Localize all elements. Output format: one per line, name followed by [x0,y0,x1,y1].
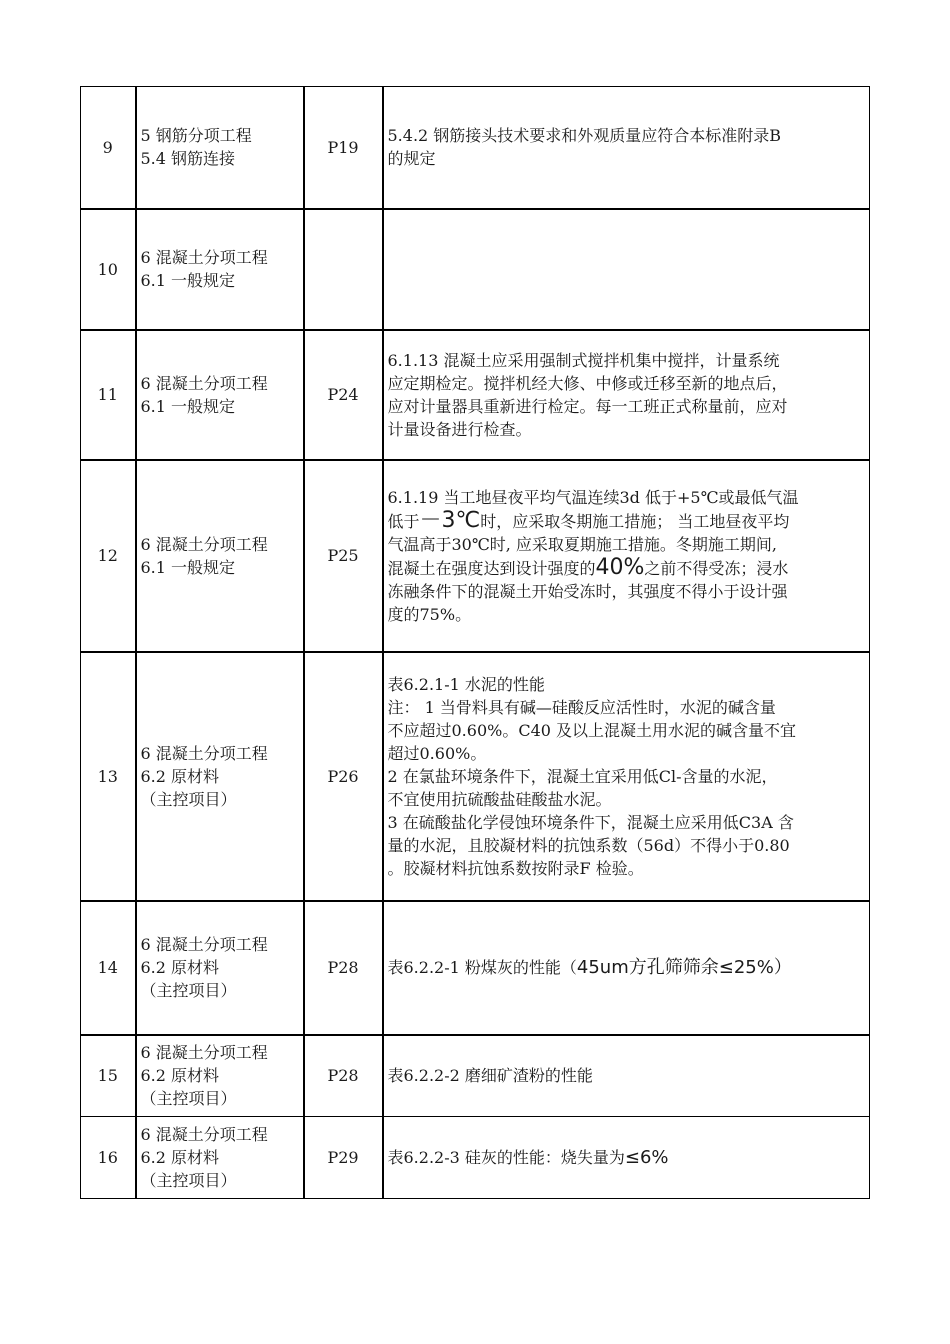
requirement-line: 度的75%。 [387,604,472,624]
section-cell [136,460,304,652]
section-line: （主控项目） [140,1171,237,1190]
requirement-cell [383,901,870,1035]
requirement-line: 计量设备进行检查。 [387,419,532,439]
section-line: 6 混凝土分项工程 [140,1043,268,1063]
requirement-line [388,956,866,979]
section-line: 5.4 钢筋连接 [140,149,236,169]
requirement-cell [383,652,870,901]
requirement-cell [383,209,870,330]
requirement-line: 表6.2.1-1 水泥的性能 [387,674,545,694]
requirement-fragment: 表6.2.2-3 硅灰的性能：烧失量为 [387,1148,625,1167]
requirement-line: 注： 1 当骨料具有碱—硅酸反应活性时，水泥的碱含量 [387,697,776,717]
section-line: 5 钢筋分项工程 [140,126,252,146]
requirement-fragment: 之前不得受冻；浸水 [644,558,789,578]
table-row [81,1035,870,1117]
section-line: 6.1 一般规定 [140,396,236,416]
requirement-fragment: 表6.2.2-1 粉煤灰的性能（ [387,958,577,977]
requirement-fragment: 混凝土在强度达到设计强度的 [387,558,596,578]
requirement-line: 超过0.60%。 [387,743,487,763]
spec-table [80,86,870,1199]
row-number: 9 [81,87,136,209]
requirement-line: 。胶凝材料抗蚀系数按附录F 检验。 [387,858,644,878]
section-line: （主控项目） [140,789,237,809]
requirement-line: 不应超过0.60%。C40 及以上混凝土用水泥的碱含量不宜 [387,720,797,740]
section-line: 6 混凝土分项工程 [140,1125,268,1144]
section-cell [136,87,304,209]
section-line: （主控项目） [140,981,237,1000]
section-cell [136,209,304,330]
section-line: 6 混凝土分项工程 [140,248,268,267]
page-ref [304,209,383,330]
table-row [81,460,870,652]
requirement-fragment: 时，应采取冬期施工措施； 当工地昼夜平均 [480,511,790,531]
section-line: 6 混凝土分项工程 [140,935,268,954]
requirement-line [388,556,866,580]
requirement-line: 冻融条件下的混凝土开始受冻时，其强度不得小于设计强 [387,581,788,601]
section-line: （主控项目） [140,1089,237,1109]
section-line: 6.2 原材料 [140,1148,220,1167]
table-row [81,87,870,209]
section-line: 6 混凝土分项工程 [140,534,268,554]
sieve-residue-value: 45um方孔筛筛余≤25%） [576,957,792,978]
requirement-cell [383,460,870,652]
section-cell [136,1035,304,1117]
row-number: 13 [81,652,136,901]
page-ref: P26 [304,652,383,901]
requirement-line: 气温高于30℃时, 应采取夏期施工措施。冬期施工期间, [387,534,778,554]
requirement-line: 不宜使用抗硫酸盐硅酸盐水泥。 [387,789,612,809]
requirement-line: 的规定 [387,149,436,169]
page-ref: P28 [304,901,383,1035]
page-ref: P28 [304,1035,383,1117]
section-line: 6.2 原材料 [140,1066,220,1086]
table-row [81,209,870,330]
section-cell [136,901,304,1035]
requirement-line: 6.1.19 当工地昼夜平均气温连续3d 低于+5℃或最低气温 [387,487,799,507]
section-line: 6.1 一般规定 [140,557,236,577]
requirement-line: 5.4.2 钢筋接头技术要求和外观质量应符合本标准附录B [387,126,782,146]
temperature-value: －3℃ [419,507,481,533]
page-ref: P19 [304,87,383,209]
strength-value: 40% [595,554,645,580]
table-row [81,330,870,460]
requirement-line: 3 在硫酸盐化学侵蚀环境条件下，混凝土应采用低C3A 含 [387,812,794,832]
page-ref: P25 [304,460,383,652]
requirement-cell [383,330,870,460]
requirement-line: 2 在氯盐环境条件下，混凝土宜采用低Cl-含量的水泥， [387,766,778,786]
requirement-line: 应定期检定。搅拌机经大修、中修或迁移至新的地点后， [387,373,788,393]
row-number: 10 [81,209,136,330]
section-line: 6.1 一般规定 [140,271,236,290]
row-number: 12 [81,460,136,652]
section-line: 6.2 原材料 [140,958,220,977]
section-cell [136,652,304,901]
table-row [81,901,870,1035]
requirement-cell [383,1035,870,1117]
page-ref: P29 [304,1117,383,1199]
row-number: 11 [81,330,136,460]
requirement-line [388,509,866,533]
requirement-line: 量的水泥，且胶凝材料的抗蚀系数（56d）不得小于0.80 [387,835,790,855]
section-line: 6 混凝土分项工程 [140,373,268,393]
requirement-fragment: 低于 [387,511,420,531]
requirement-line: 表6.2.2-2 磨细矿渣粉的性能 [387,1066,593,1086]
requirement-line: 6.1.13 混凝土应采用强制式搅拌机集中搅拌，计量系统 [387,350,780,370]
table-row [81,1117,870,1199]
section-line: 6.2 原材料 [140,766,220,786]
requirement-line [388,1146,866,1169]
row-number: 15 [81,1035,136,1117]
requirement-cell [383,87,870,209]
section-cell [136,1117,304,1199]
section-line: 6 混凝土分项工程 [140,743,268,763]
row-number: 16 [81,1117,136,1199]
page-ref: P24 [304,330,383,460]
requirement-cell [383,1117,870,1199]
table-row [81,652,870,901]
row-number: 14 [81,901,136,1035]
section-cell [136,330,304,460]
requirement-line: 应对计量器具重新进行检定。每一工班正式称量前，应对 [387,396,788,416]
loss-on-ignition-value: ≤6% [624,1147,669,1168]
